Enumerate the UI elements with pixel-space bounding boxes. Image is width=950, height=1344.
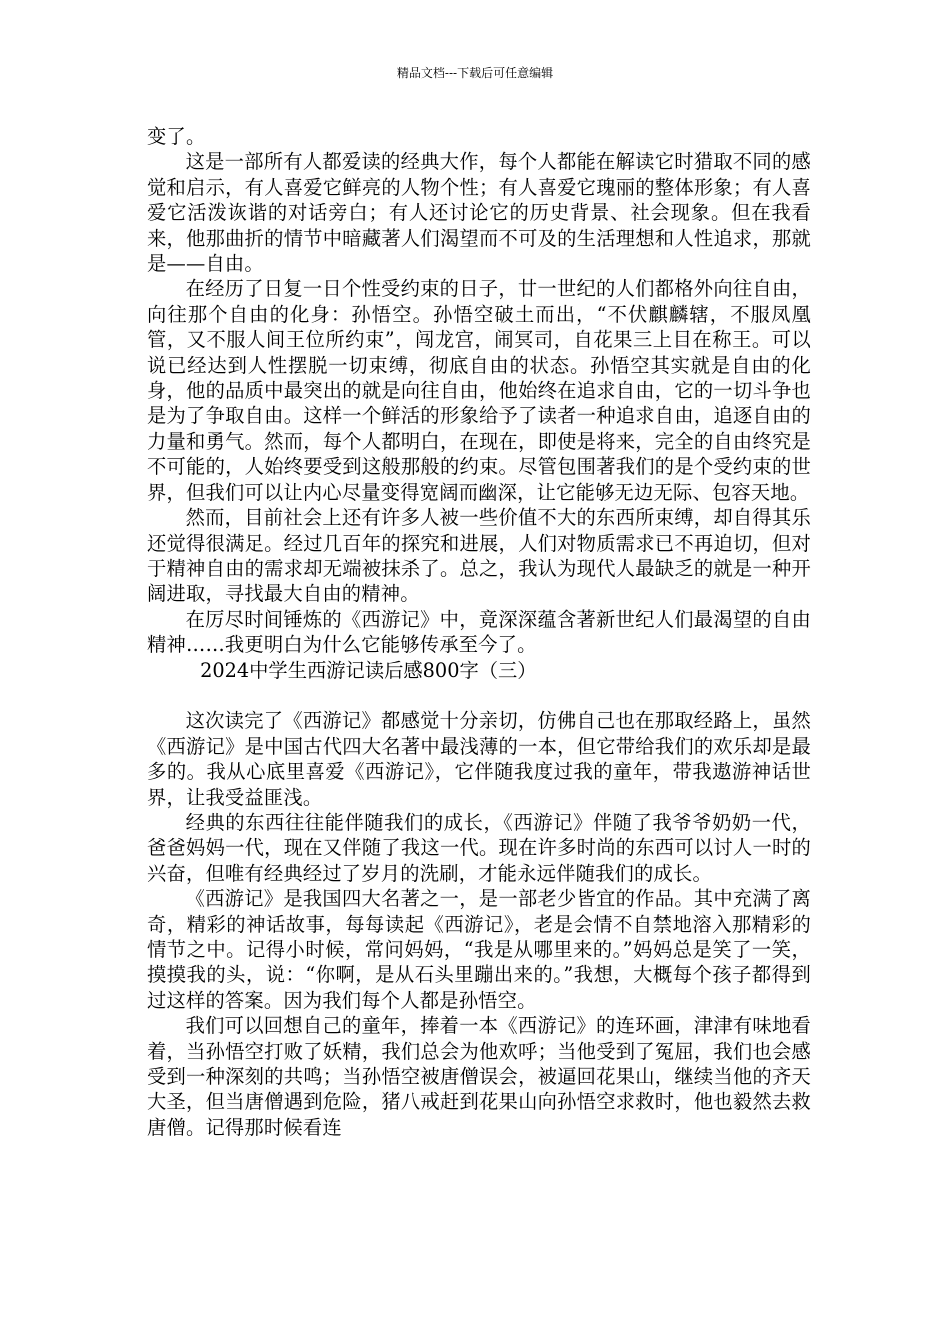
paragraph: 变了。 bbox=[147, 125, 206, 148]
paragraph: 我们可以回想自己的童年，捧着一本《西游记》的连环画，津津有味地看着，当孙悟空打败了妖精，我们总会为他欢呼；当他受到了冤屈，我们也会感受到一种深刻的共鸣；当孙悟空被唐僧误会，被逼回花果山，继续当他的齐天大圣，但当唐僧遇到危险，猪八戒赶到花果山向孙悟空求救时，他也毅然去救唐僧。记得那时候看连 bbox=[147, 1014, 811, 1139]
paragraph: 《西游记》是我国四大名著之一，是一部老少皆宜的作品。其中充满了离奇，精彩的神话故事，每每读起《西游记》，老是会情不自禁地溶入那精彩的情节之中。记得小时候，常问妈妈，“我是从哪里来的。”妈妈总是笑了一笑，摸摸我的头，说：“你啊，是从石头里蹦出来的。”我想，大概每个孩子都得到过这样的答案。因为我们每个人都是孙悟空。 bbox=[147, 887, 811, 1012]
blank-line bbox=[147, 683, 811, 708]
paragraph: 在经历了日复一日个性受约束的日子，廿一世纪的人们都格外向往自由，向往那个自由的化身：孙悟空。孙悟空破土而出，“不伏麒麟辖，不服凤凰管，又不服人间王位所约束”，闯龙宫，闹冥司，自花果三上目在称王。可以说已经达到人性摆脱一切束缚，彻底自由的状态。孙悟空其实就是自由的化身，他的品质中最突出的就是向往自由，他始终在追求自由，它的一切斗争也是为了争取自由。这样一个鲜活的形象给予了读者一种追求自由，追逐自由的力量和勇气。然而，每个人都明白，在现在，即使是将来，完全的自由终究是不可能的，人始终要受到这般那般的约束。尽管包围著我们的是个受约束的世界，但我们可以让内心尽量变得宽阔而幽深，让它能够无边无际、包容天地。 bbox=[147, 277, 811, 504]
document-body bbox=[147, 124, 811, 1140]
paragraph: 这次读完了《西游记》都感觉十分亲切，仿佛自己也在那取经路上，虽然《西游记》是中国古代四大名著中最浅薄的一本，但它带给我们的欢乐却是最多的。我从心底里喜爱《西游记》，它伴随我度过我的童年，带我遨游神话世界，让我受益匪浅。 bbox=[147, 709, 811, 809]
paragraph: 这是一部所有人都爱读的经典大作，每个人都能在解读它时猎取不同的感觉和启示，有人喜爱它鲜亮的人物个性；有人喜爱它瑰丽的整体形象；有人喜爱它活泼诙谐的对话旁白；有人还讨论它的历史背景、社会现象。但在我看来，他那曲折的情节中暗藏著人们渴望而不可及的生活理想和人性追求，那就是——自由。 bbox=[147, 150, 811, 276]
paragraph: 在厉尽时间锤炼的《西游记》中，竟深深蕴含著新世纪人们最渴望的自由精神……我更明白为什么它能够传承至今了。 bbox=[147, 607, 811, 657]
paragraph: 经典的东西往往能伴随我们的成长，《西游记》伴随了我爷爷奶奶一代，爸爸妈妈一代，现在又伴随了我这一代。现在许多时尚的东西可以讨人一时的兴奋，但唯有经典经过了岁月的洗刷，才能永远伴随我们的成长。 bbox=[147, 810, 811, 885]
section-title: 2024中学生西游记读后感800字（三） bbox=[200, 658, 537, 682]
page-header: 精品文档---下载后可任意编辑 bbox=[396, 66, 554, 80]
paragraph: 然而，目前社会上还有许多人被一些价值不大的东西所束缚，却自得其乐还觉得很满足。经过几百年的探究和进展，人们对物质需求已不再迫切，但对于精神自由的需求却无端被抹杀了。总之，我认为现代人最缺乏的就是一种开阔进取，寻找最大自由的精神。 bbox=[147, 506, 811, 606]
